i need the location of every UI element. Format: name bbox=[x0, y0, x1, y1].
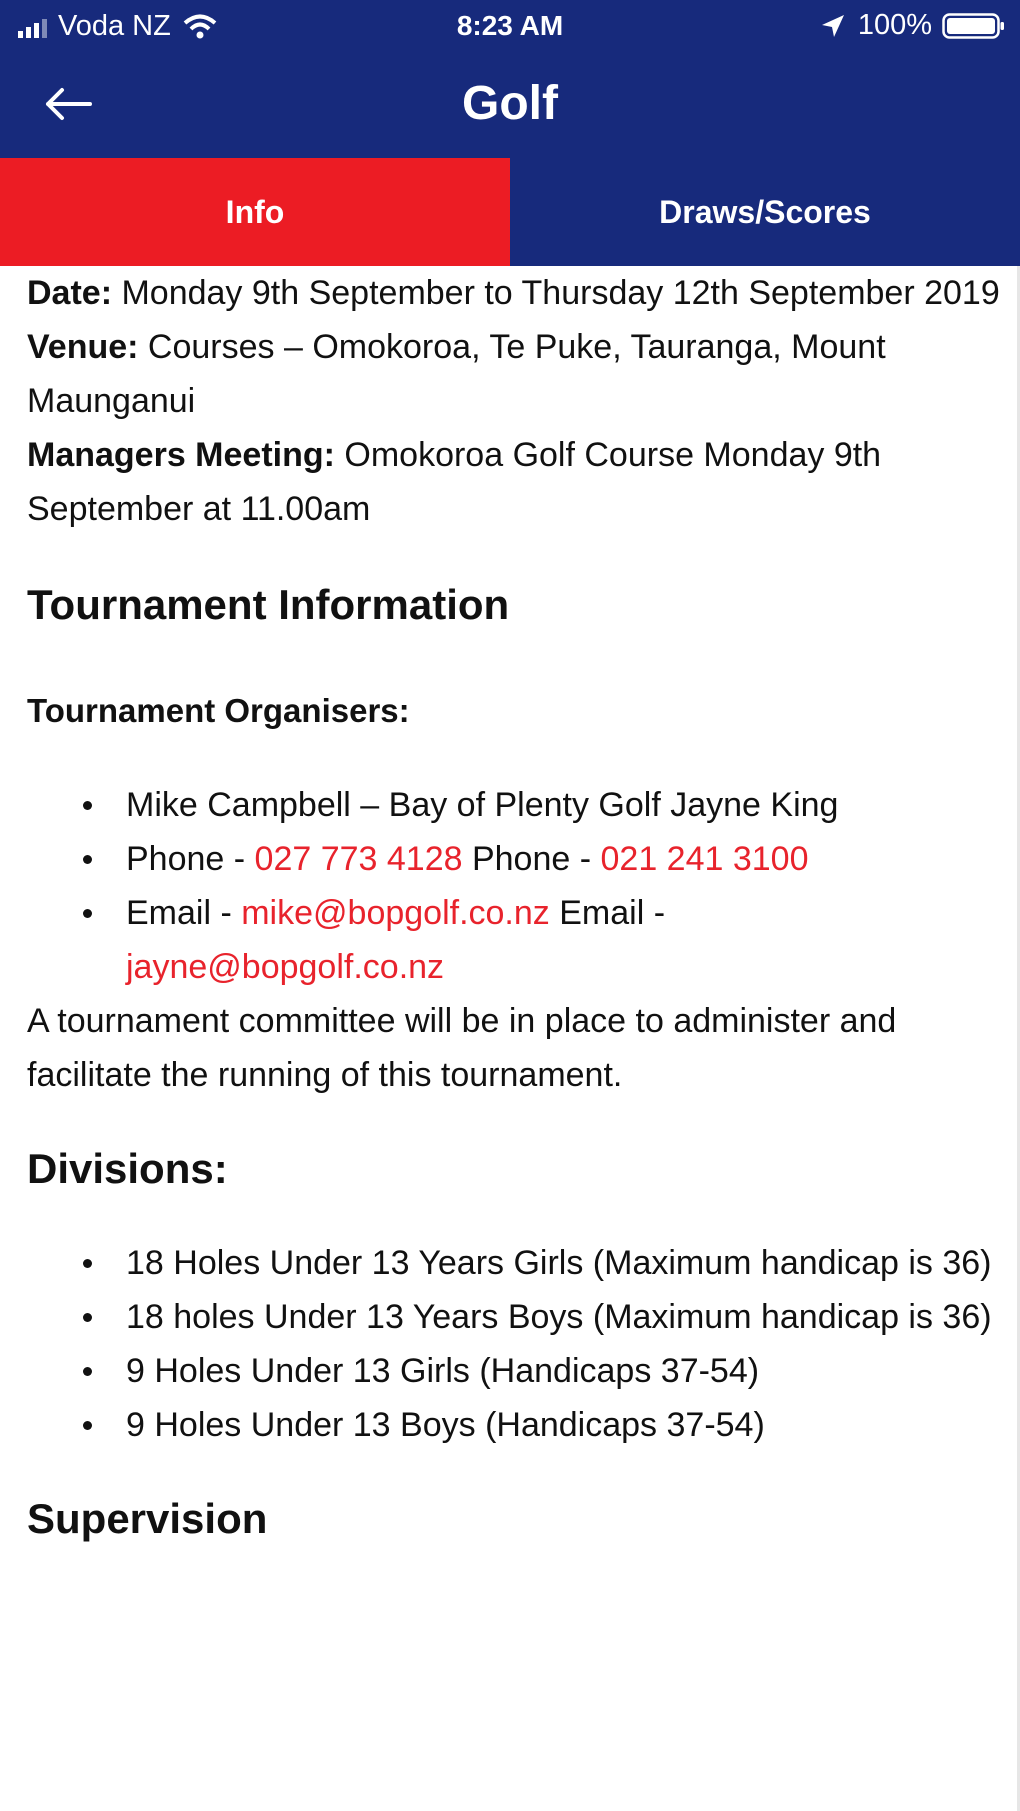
date-value: Monday 9th September to Thursday 12th September 2019 bbox=[112, 274, 1000, 312]
list-item bbox=[27, 778, 1002, 832]
phone-label-1: Phone - bbox=[126, 840, 255, 878]
venue-value: Courses – Omokoroa, Te Puke, Tauranga, Mount Maunganui bbox=[27, 328, 886, 420]
venue-label: Venue: bbox=[27, 328, 139, 366]
meeting-label: Managers Meeting: bbox=[27, 436, 335, 474]
tab-info[interactable]: Info bbox=[0, 158, 510, 266]
phone-link-2[interactable]: 021 241 3100 bbox=[600, 840, 809, 878]
status-bar bbox=[0, 0, 1020, 52]
list-item: 9 Holes Under 13 Girls (Handicaps 37-54) bbox=[27, 1344, 1002, 1398]
list-item bbox=[27, 832, 1002, 886]
committee-text: A tournament committee will be in place to administer and facilitate the running of this tournament. bbox=[27, 1002, 897, 1094]
info-content bbox=[27, 266, 1002, 1811]
location-arrow-icon bbox=[820, 13, 846, 39]
battery-percent: 100% bbox=[857, 9, 932, 41]
status-time: 8:23 AM bbox=[456, 10, 564, 41]
list-item: 18 holes Under 13 Years Boys (Maximum handicap is 36) bbox=[27, 1290, 1002, 1344]
list-item: 9 Holes Under 13 Boys (Handicaps 37-54) bbox=[27, 1398, 1002, 1452]
divisions-list bbox=[27, 1236, 1002, 1452]
email-label-1: Email - bbox=[126, 894, 242, 932]
list-item bbox=[27, 886, 1002, 994]
organisers-heading: Tournament Organisers: bbox=[27, 692, 410, 729]
meeting-line bbox=[27, 428, 1002, 536]
tab-draws-scores[interactable]: Draws/Scores bbox=[510, 158, 1020, 266]
status-right bbox=[820, 9, 1006, 42]
date-label: Date: bbox=[27, 274, 113, 312]
meeting-value: Omokoroa Golf Course Monday 9th September at 11.00am bbox=[27, 436, 882, 528]
date-line bbox=[27, 266, 1002, 320]
email-link-2[interactable]: jayne@bopgolf.co.nz bbox=[126, 948, 445, 986]
list-item: 18 Holes Under 13 Years Girls (Maximum handicap is 36) bbox=[27, 1236, 1002, 1290]
phone-label-2: Phone - bbox=[462, 840, 601, 878]
tab-bar bbox=[0, 158, 1020, 266]
supervision-heading: Supervision bbox=[27, 1495, 268, 1542]
carrier-label: Voda NZ bbox=[58, 10, 171, 42]
phone-link-1[interactable]: 027 773 4128 bbox=[254, 840, 463, 878]
nav-bar bbox=[0, 52, 1020, 158]
email-label-2: Email - bbox=[549, 894, 666, 932]
page-title: Golf bbox=[462, 77, 558, 130]
email-link-1[interactable]: mike@bopgolf.co.nz bbox=[241, 894, 550, 932]
venue-line bbox=[27, 320, 1002, 428]
organisers-list bbox=[27, 778, 1002, 994]
organiser-names: Mike Campbell – Bay of Plenty Golf Jayne King bbox=[126, 786, 839, 824]
battery-icon bbox=[942, 12, 1006, 40]
tournament-info-heading: Tournament Information bbox=[27, 581, 510, 628]
divisions-heading: Divisions: bbox=[27, 1145, 228, 1192]
